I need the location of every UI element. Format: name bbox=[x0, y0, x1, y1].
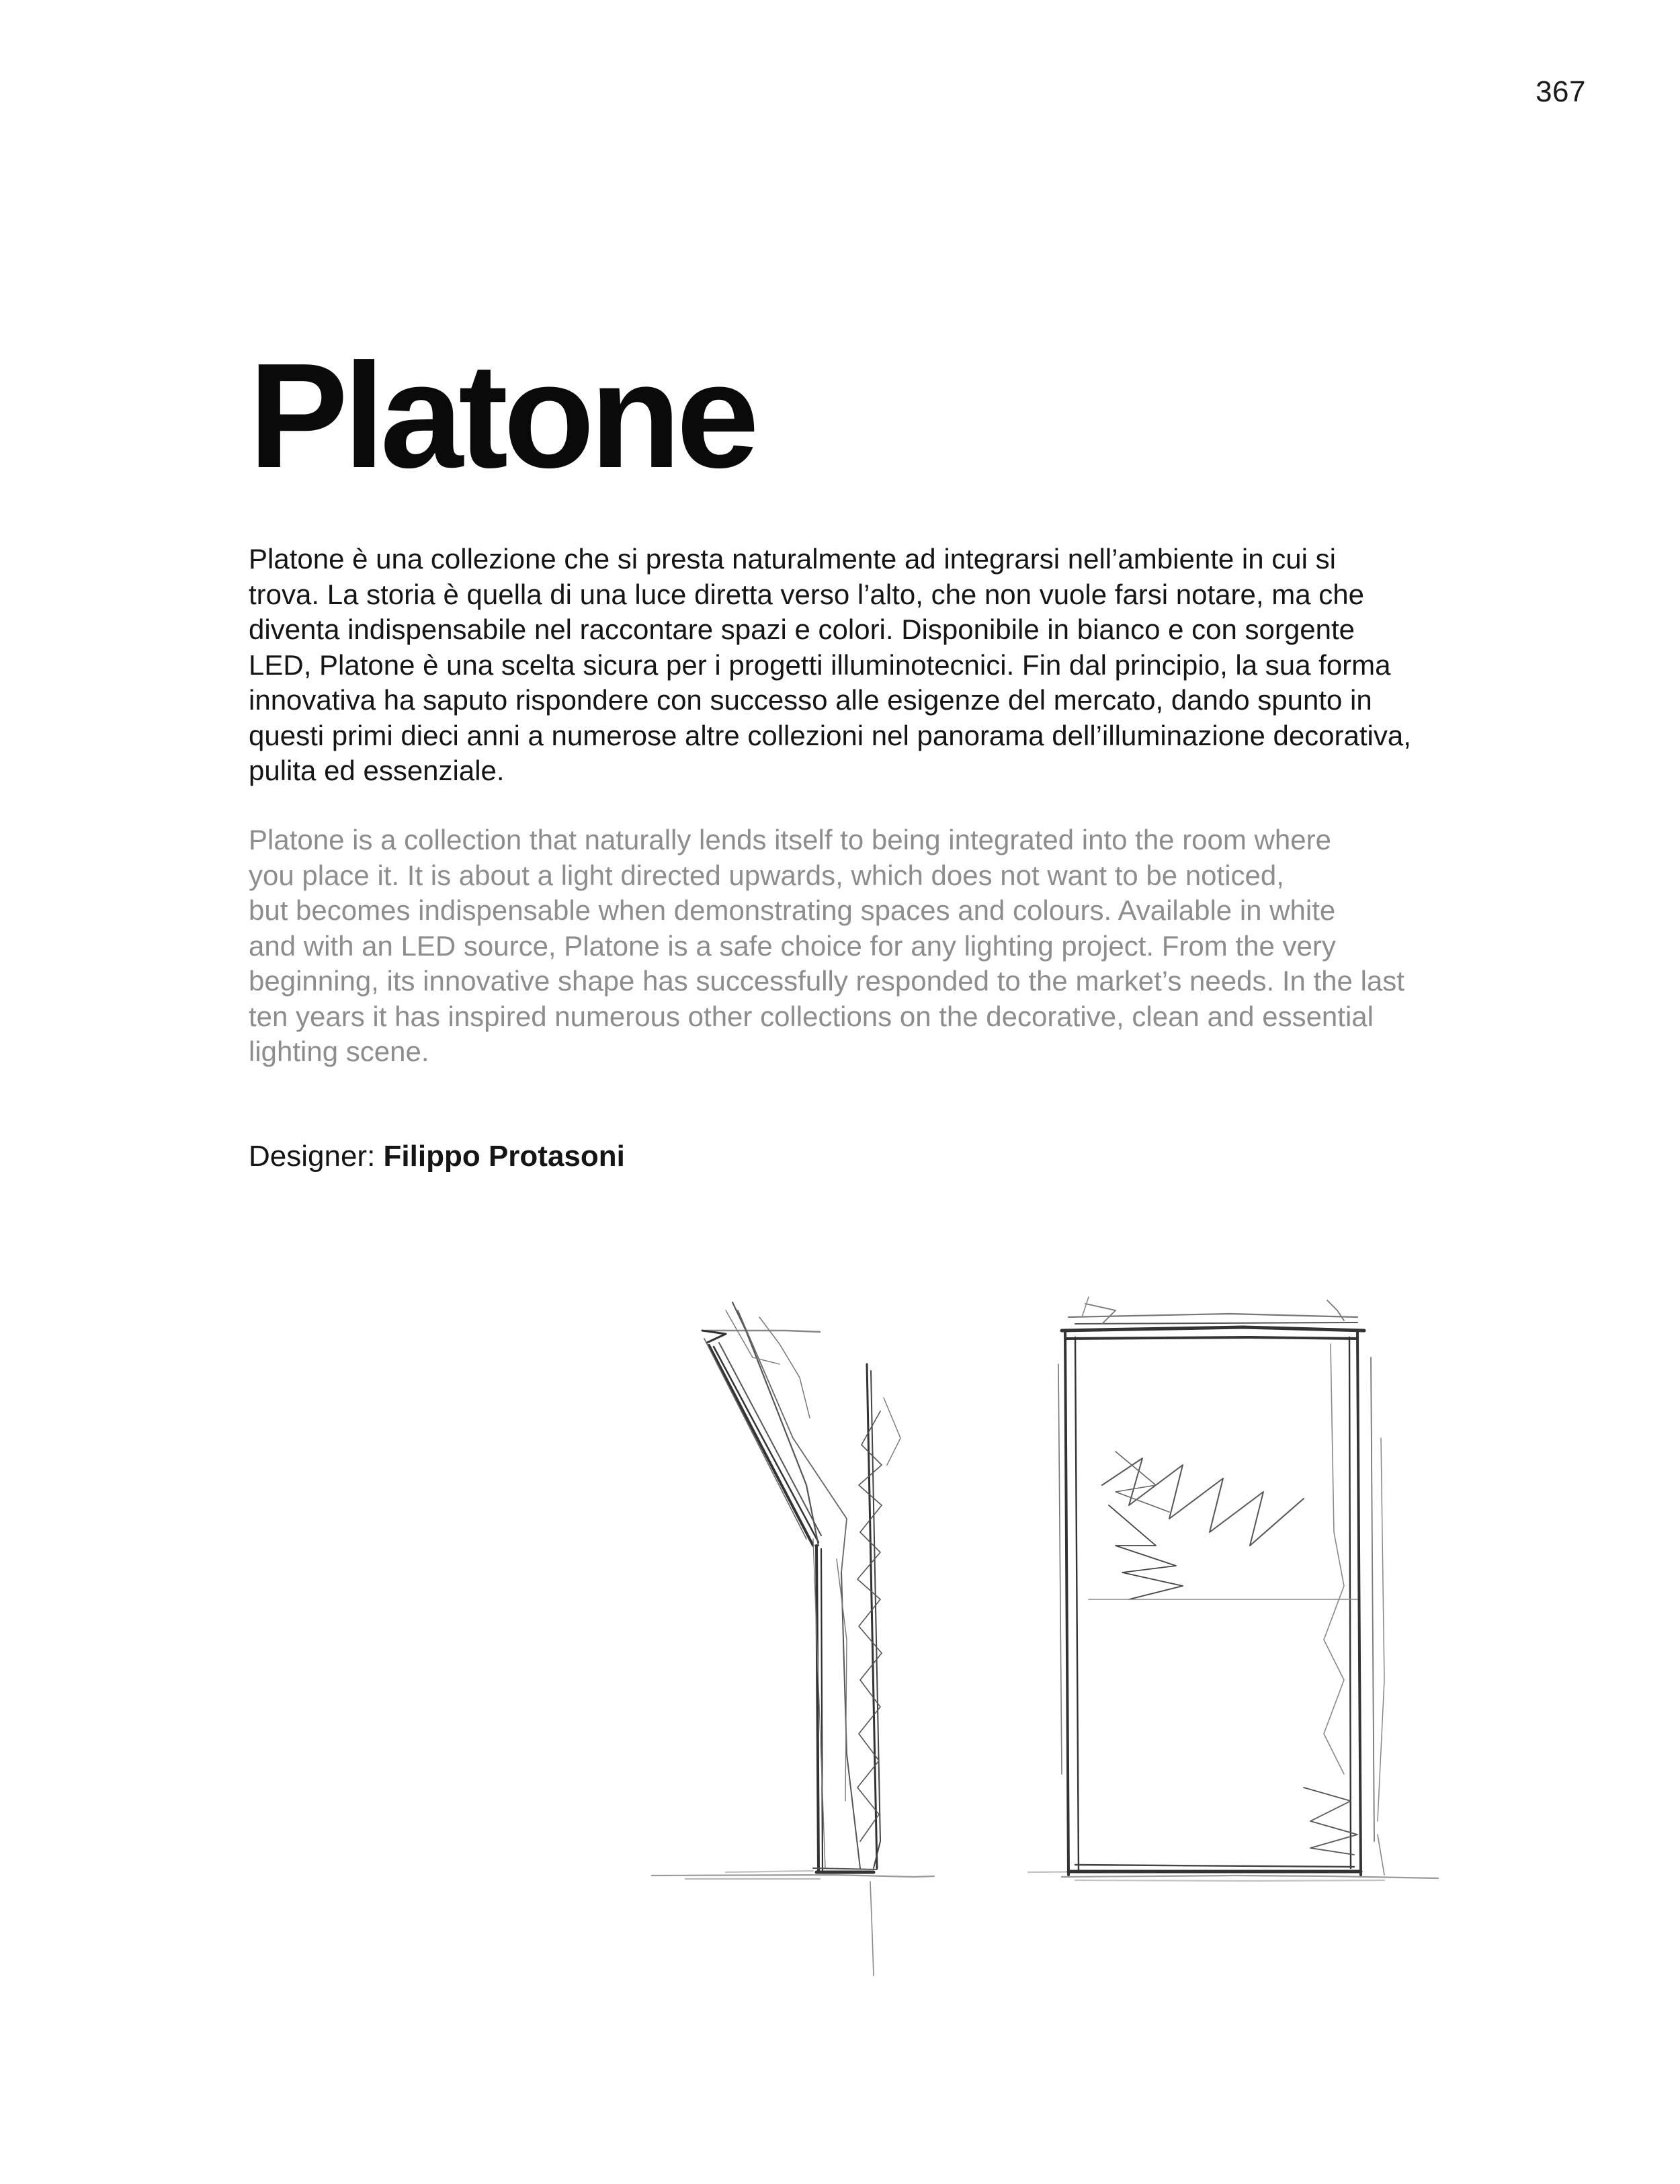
italian-line: innovativa ha saputo rispondere con successo alle esigenze del mercato, dando spunto in bbox=[249, 684, 1372, 716]
english-line: lighting scene. bbox=[249, 1036, 429, 1067]
italian-line: diventa indispensabile nel raccontare spazi e colori. Disponibile in bianco e con sorgente bbox=[249, 614, 1355, 645]
english-description bbox=[249, 823, 1458, 1070]
italian-line: trova. La storia è quella di una luce diretta verso l’alto, che non vuole farsi notare, ma che bbox=[249, 578, 1364, 610]
english-line: ten years it has inspired numerous other collections on the decorative, clean and essential bbox=[249, 1000, 1374, 1032]
designer-credit bbox=[249, 1140, 625, 1173]
page-number: 367 bbox=[1536, 75, 1586, 108]
english-line: Platone is a collection that naturally lends itself to being integrated into the room where bbox=[249, 824, 1331, 855]
italian-line: questi primi dieci anni a numerose altre collezioni nel panorama dell’illuminazione decorativa, bbox=[249, 719, 1411, 751]
english-line: and with an LED source, Platone is a safe choice for any lighting project. From the very bbox=[249, 929, 1336, 962]
italian-line: LED, Platone è una scelta sicura per i progetti illuminotecnici. Fin dal principio, la sua forma bbox=[249, 648, 1391, 681]
english-line: beginning, its innovative shape has successfully responded to the market’s needs. In the last bbox=[249, 965, 1404, 997]
pencil-sketch-lamp-icon bbox=[645, 1263, 1492, 2003]
designer-name: Filippo Protasoni bbox=[383, 1140, 625, 1173]
english-line: but becomes indispensable when demonstrating spaces and colours. Available in white bbox=[249, 894, 1336, 926]
designer-label: Designer: bbox=[249, 1140, 376, 1173]
square-lamp-sketch bbox=[1058, 1297, 1384, 1875]
italian-description bbox=[249, 542, 1458, 789]
italian-line: pulita ed essenziale. bbox=[249, 755, 505, 786]
english-line: you place it. It is about a light directed upwards, which does not want to be noticed, bbox=[249, 859, 1284, 891]
page-title: Platone bbox=[249, 333, 755, 499]
italian-line: Platone è una collezione che si presta naturalmente ad integrarsi nell’ambiente in cui si bbox=[249, 543, 1336, 575]
